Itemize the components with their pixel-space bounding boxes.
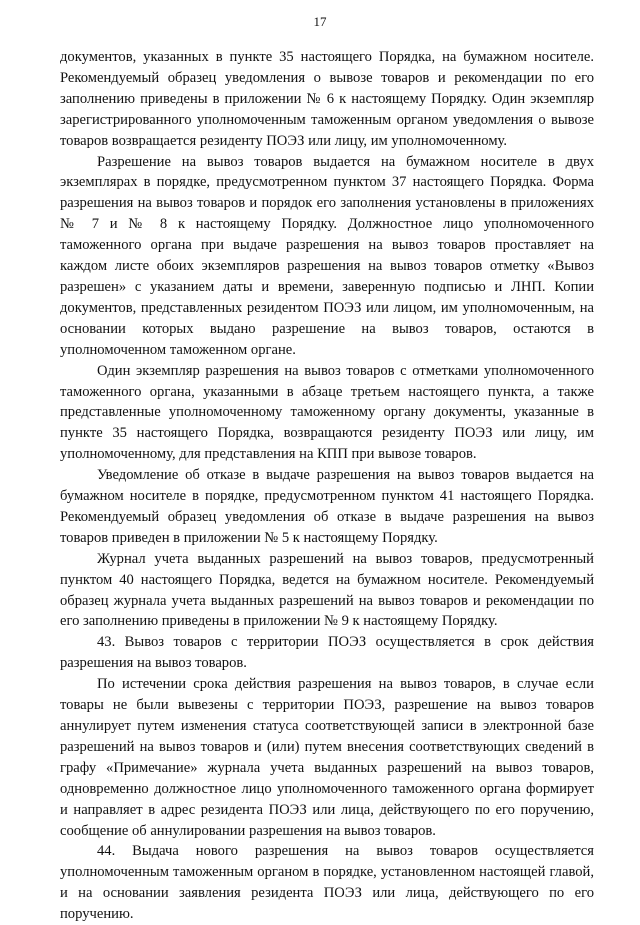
paragraph-refusal-notice: Уведомление об отказе в выдаче разрешения на вывоз товаров выдается на бумажном носителе в порядке, предусмотренном пунктом 41 настоящего Порядка. Рекомендуемый образец уведомления об отказе в выдаче разрешения на вывоз товаров приведен в приложении № 5 к настоящему Порядку. [60,467,594,546]
paragraph-permit-copy-return: Один экземпляр разрешения на вывоз товаров с отметками уполномоченного таможенного органа, указанными в абзаце третьем настоящего пункта, а также представленные уполномоченному таможенному органу документы, указанные в пункте 35 настоящего Порядка, возвращаются резиденту ПОЭЗ или лицу, им уполномоченному, для представления на КПП при вывозе товаров. [60,362,594,463]
paragraph-permit-annulment: По истечении срока действия разрешения на вывоз товаров, в случае если товары не были вывезены с территории ПОЭЗ, разрешение на вывоз товаров аннулирует путем изменения статуса соответствующей записи в электронной базе разрешений на вывоз товаров и (или) путем внесения соответствующих сведений в графу «Примечание» журнала учета выданных разрешений на вывоз товаров, одновременно должностное лицо уполномоченного таможенного органа формирует и направляет в адрес резидента ПОЭЗ или лица, действующего по его поручению, сообщение об аннулировании разрешения на вывоз товаров. [60,676,594,839]
page-number: 17 [313,14,327,29]
document-body [60,47,594,925]
paragraph-permit-journal: Журнал учета выданных разрешений на вывоз товаров, предусмотренный пунктом 40 настоящего Порядка, ведется на бумажном носителе. Рекомендуемый образец журнала учета выданных разрешений на вывоз товаров и рекомендации по его заполнению приведены в приложении № 9 к настоящему Порядку. [60,550,594,630]
paragraph-continuation: документов, указанных в пункте 35 настоящего Порядка, на бумажном носителе. Рекомендуемый образец уведомления о вывозе товаров и рекомендации по его заполнению приведены в приложении № 6 к настоящему Порядку. Один экземпляр зарегистрированного уполномоченным таможенным органом уведомления о вывозе товаров возвращается резиденту ПОЭЗ или лицу, им уполномоченному. [60,49,594,149]
paragraph-item-43: 43. Вывоз товаров с территории ПОЭЗ осуществляется в срок действия разрешения на вывоз товаров. [60,634,594,672]
paragraph-item-44: 44. Выдача нового разрешения на вывоз товаров осуществляется уполномоченным таможенным органом в порядке, установленном настоящей главой, и на основании заявления резидента ПОЭЗ или лица, действующего по его поручению. [60,843,594,923]
paragraph-export-permit: Разрешение на вывоз товаров выдается на бумажном носителе в двух экземплярах в порядке, предусмотренном пунктом 37 настоящего Порядка. Форма разрешения на вывоз товаров и порядок его заполнения установлены в приложениях № 7 и № 8 к настоящему Порядку. Должностное лицо уполномоченного таможенного органа при выдаче разрешения на вывоз товаров проставляет на каждом листе обоих экземпляров разрешения на вывоз товаров отметку «Вывоз разрешен» с указанием даты и времени, заверенную подписью и ЛНП. Копии документов, представленных резидентом ПОЭЗ или лицом, им уполномоченным, на основании которых выдано разрешение на вывоз товаров, остаются в уполномоченном таможенном органе. [60,153,594,358]
